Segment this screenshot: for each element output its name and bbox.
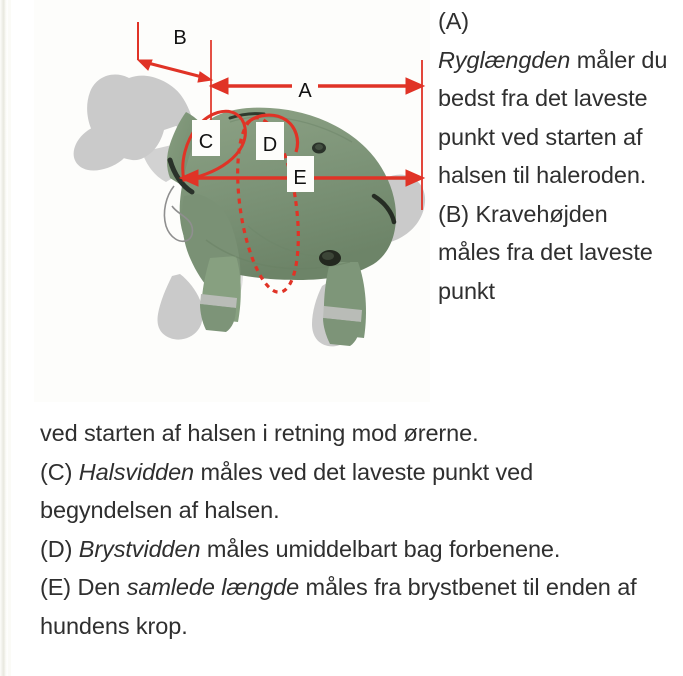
paragraph-e <box>40 568 670 645</box>
paragraph-e-rest: måles fra brystbenet til enden af hundens krop. <box>40 574 637 639</box>
marker-label-C: C <box>198 131 214 153</box>
paragraph-b-body <box>438 195 676 311</box>
paragraph-e-prefix: (E) Den <box>40 574 127 600</box>
instructions-right-column <box>438 2 676 310</box>
paragraph-d-prefix: (D) <box>40 535 79 562</box>
term-samlede-laengde: samlede længde <box>126 574 300 600</box>
paragraph-b-continued-text: ved starten af halsen i retning mod ørerne. <box>40 420 479 446</box>
paragraph-a-body <box>438 41 676 195</box>
coat-buckle-highlight <box>322 252 334 260</box>
paragraph-c-prefix: (C) <box>40 458 79 485</box>
marker-label-E: E <box>293 167 307 189</box>
label-a-heading: (A) <box>438 8 470 34</box>
left-edge-strip-inner <box>8 0 11 676</box>
marker-label-B: B <box>173 27 187 49</box>
paragraph-a-heading <box>438 2 676 41</box>
paragraph-b-text: (B) Kravehøjden måles fra det laveste punkt <box>438 200 653 304</box>
instructions-full-width <box>40 414 670 645</box>
dog-measurement-figure <box>34 0 430 402</box>
term-brystvidden: Brystvidden <box>78 535 201 562</box>
term-ryglaengden: Ryglængden <box>438 46 571 73</box>
paragraph-c <box>40 453 670 530</box>
paragraph-c-rest: måles ved det laveste punkt ved begyndelsen af halsen. <box>40 458 534 523</box>
paragraph-b-continued <box>40 414 670 453</box>
dog-measurement-illustration <box>34 0 430 402</box>
paragraph-d <box>40 530 670 569</box>
term-halsvidden: Halsvidden <box>78 458 195 485</box>
paragraph-d-rest: måles umiddelbart bag forbenene. <box>200 535 561 562</box>
marker-label-D: D <box>262 134 278 156</box>
marker-label-A: A <box>298 80 312 102</box>
left-edge-strip <box>0 0 8 676</box>
paragraph-a-rest: måler du bedst fra det laveste punkt ved starten af halsen til haleroden. <box>438 46 668 188</box>
figure-canvas <box>34 0 430 402</box>
coat-snap-highlight <box>315 144 323 150</box>
